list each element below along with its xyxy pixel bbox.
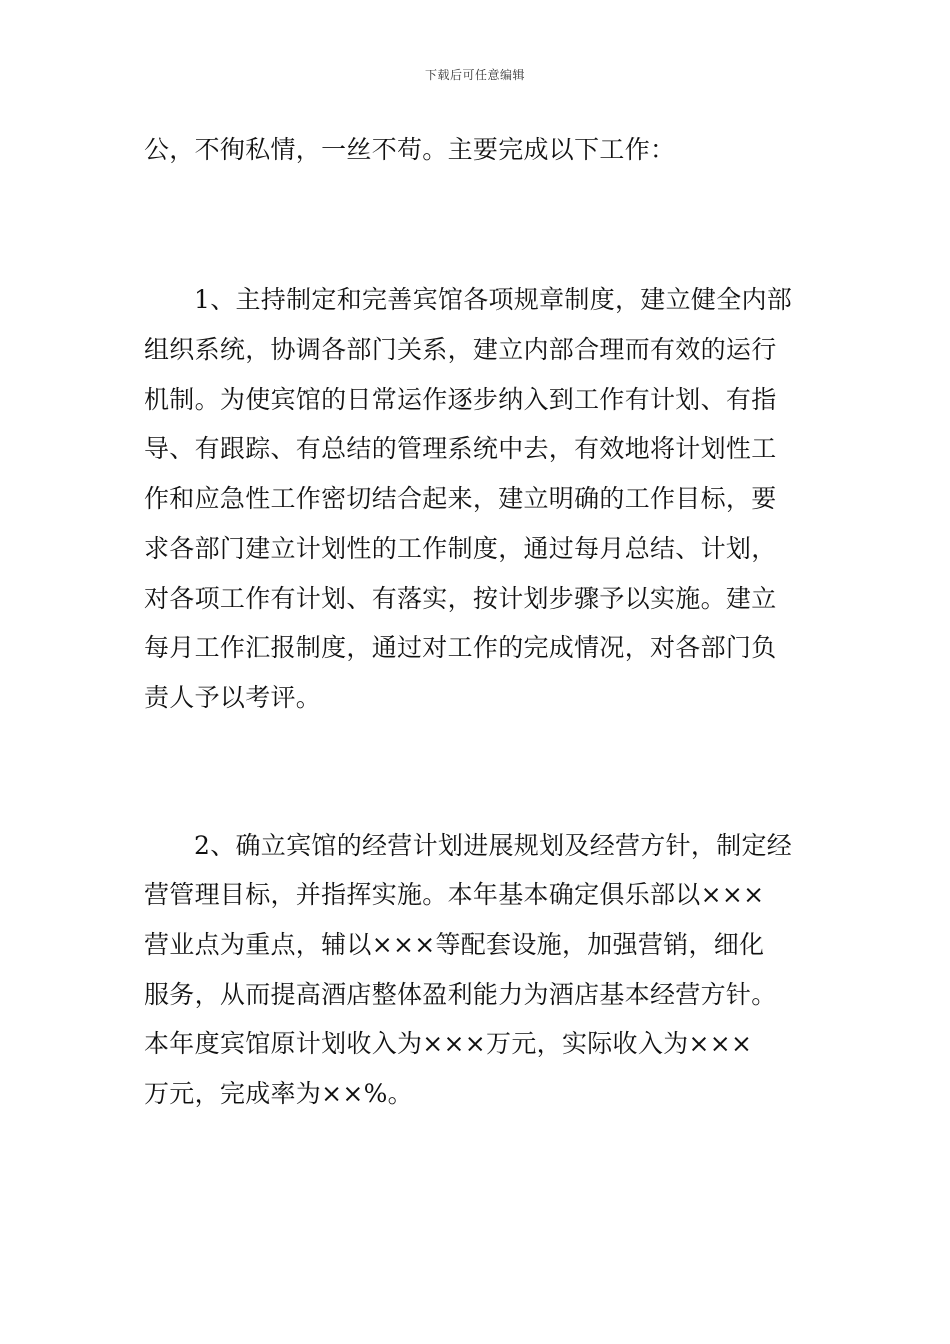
paragraph-line: 导、有跟踪、有总结的管理系统中去，有效地将计划性工 [144, 434, 777, 463]
paragraph-line: 对各项工作有计划、有落实，按计划步骤予以实施。建立 [144, 584, 777, 613]
paragraph-line: 求各部门建立计划性的工作制度，通过每月总结、计划， [144, 534, 777, 563]
paragraph-line: 每月工作汇报制度，通过对工作的完成情况，对各部门负 [144, 633, 777, 662]
header-note: 下载后可任意编辑 [424, 68, 525, 82]
paragraph-line: 作和应急性工作密切结合起来，建立明确的工作目标，要 [144, 484, 777, 513]
paragraph-line: 本年度宾馆原计划收入为×××万元，实际收入为××× [144, 1029, 753, 1058]
paragraph-line: 2、确立宾馆的经营计划进展规划及经营方针，制定经 [194, 831, 793, 860]
paragraph-line: 责人予以考评。 [144, 683, 322, 712]
paragraph-line: 机制。为使宾馆的日常运作逐步纳入到工作有计划、有指 [144, 385, 777, 414]
paragraph-line: 营业点为重点，辅以×××等配套设施，加强营销，细化 [144, 930, 765, 959]
paragraph-line: 1、主持制定和完善宾馆各项规章制度，建立健全内部 [194, 285, 793, 314]
intro-line: 公，不徇私情，一丝不苟。主要完成以下工作： [144, 135, 676, 164]
paragraph-line: 服务，从而提高酒店整体盈利能力为酒店基本经营方针。 [144, 980, 777, 1009]
paragraph-line: 组织系统，协调各部门关系，建立内部合理而有效的运行 [144, 335, 777, 364]
paragraph-line: 营管理目标，并指挥实施。本年基本确定俱乐部以××× [144, 880, 765, 909]
paragraph-line: 万元，完成率为××%。 [144, 1079, 413, 1108]
